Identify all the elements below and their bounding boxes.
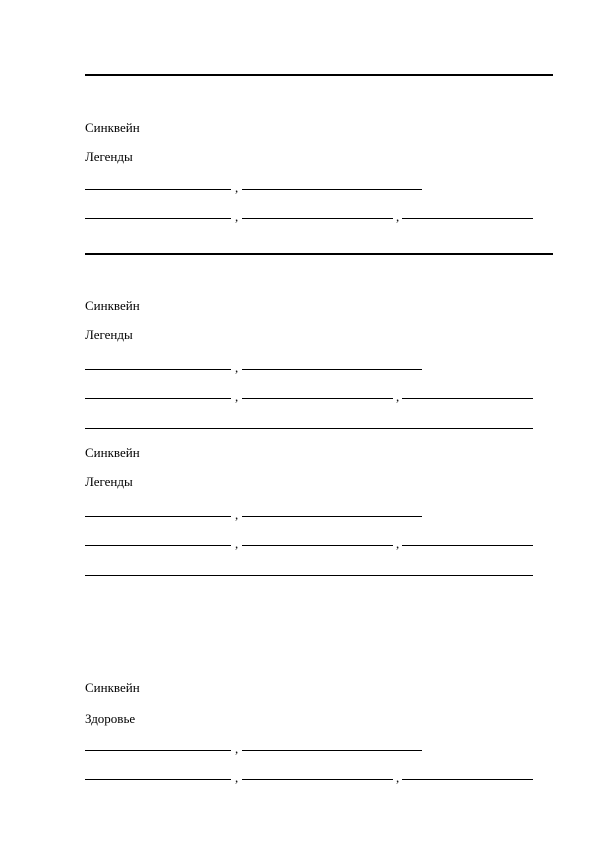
blank-line: [242, 750, 422, 751]
block-1-heading: Синквейн: [85, 120, 140, 135]
blank-line: [85, 516, 231, 517]
blank-line: [85, 545, 231, 546]
comma: ,: [235, 770, 239, 785]
block-4-heading: Синквейн: [85, 680, 140, 695]
comma: ,: [235, 180, 239, 195]
block-2-topic: Легенды: [85, 327, 133, 342]
comma: ,: [235, 360, 239, 375]
block-1-topic: Легенды: [85, 149, 133, 164]
blank-line: [402, 545, 533, 546]
blank-line: [242, 369, 422, 370]
section-rule: [85, 253, 553, 255]
blank-line-full: [85, 428, 533, 429]
blank-line: [85, 218, 231, 219]
blank-line: [242, 398, 393, 399]
blank-line: [242, 545, 393, 546]
blank-line: [85, 189, 231, 190]
comma: ,: [235, 536, 239, 551]
block-4-topic: Здоровье: [85, 711, 136, 726]
blank-line: [402, 779, 533, 780]
comma: ,: [396, 389, 400, 404]
blank-line: [402, 398, 533, 399]
comma: ,: [235, 389, 239, 404]
blank-line: [402, 218, 533, 219]
blank-line: [242, 516, 422, 517]
comma: ,: [235, 507, 239, 522]
blank-line: [85, 750, 231, 751]
blank-line: [85, 398, 231, 399]
block-3-topic: Легенды: [85, 474, 133, 489]
comma: ,: [396, 536, 400, 551]
section-rule-top: [85, 74, 553, 76]
comma: ,: [396, 209, 400, 224]
comma: ,: [235, 741, 239, 756]
block-2-heading: Синквейн: [85, 298, 140, 313]
blank-line: [85, 779, 231, 780]
blank-line: [85, 369, 231, 370]
block-3-heading: Синквейн: [85, 445, 140, 460]
comma: ,: [396, 770, 400, 785]
blank-line: [242, 779, 393, 780]
blank-line-full: [85, 575, 533, 576]
blank-line: [242, 218, 393, 219]
comma: ,: [235, 209, 239, 224]
blank-line: [242, 189, 422, 190]
